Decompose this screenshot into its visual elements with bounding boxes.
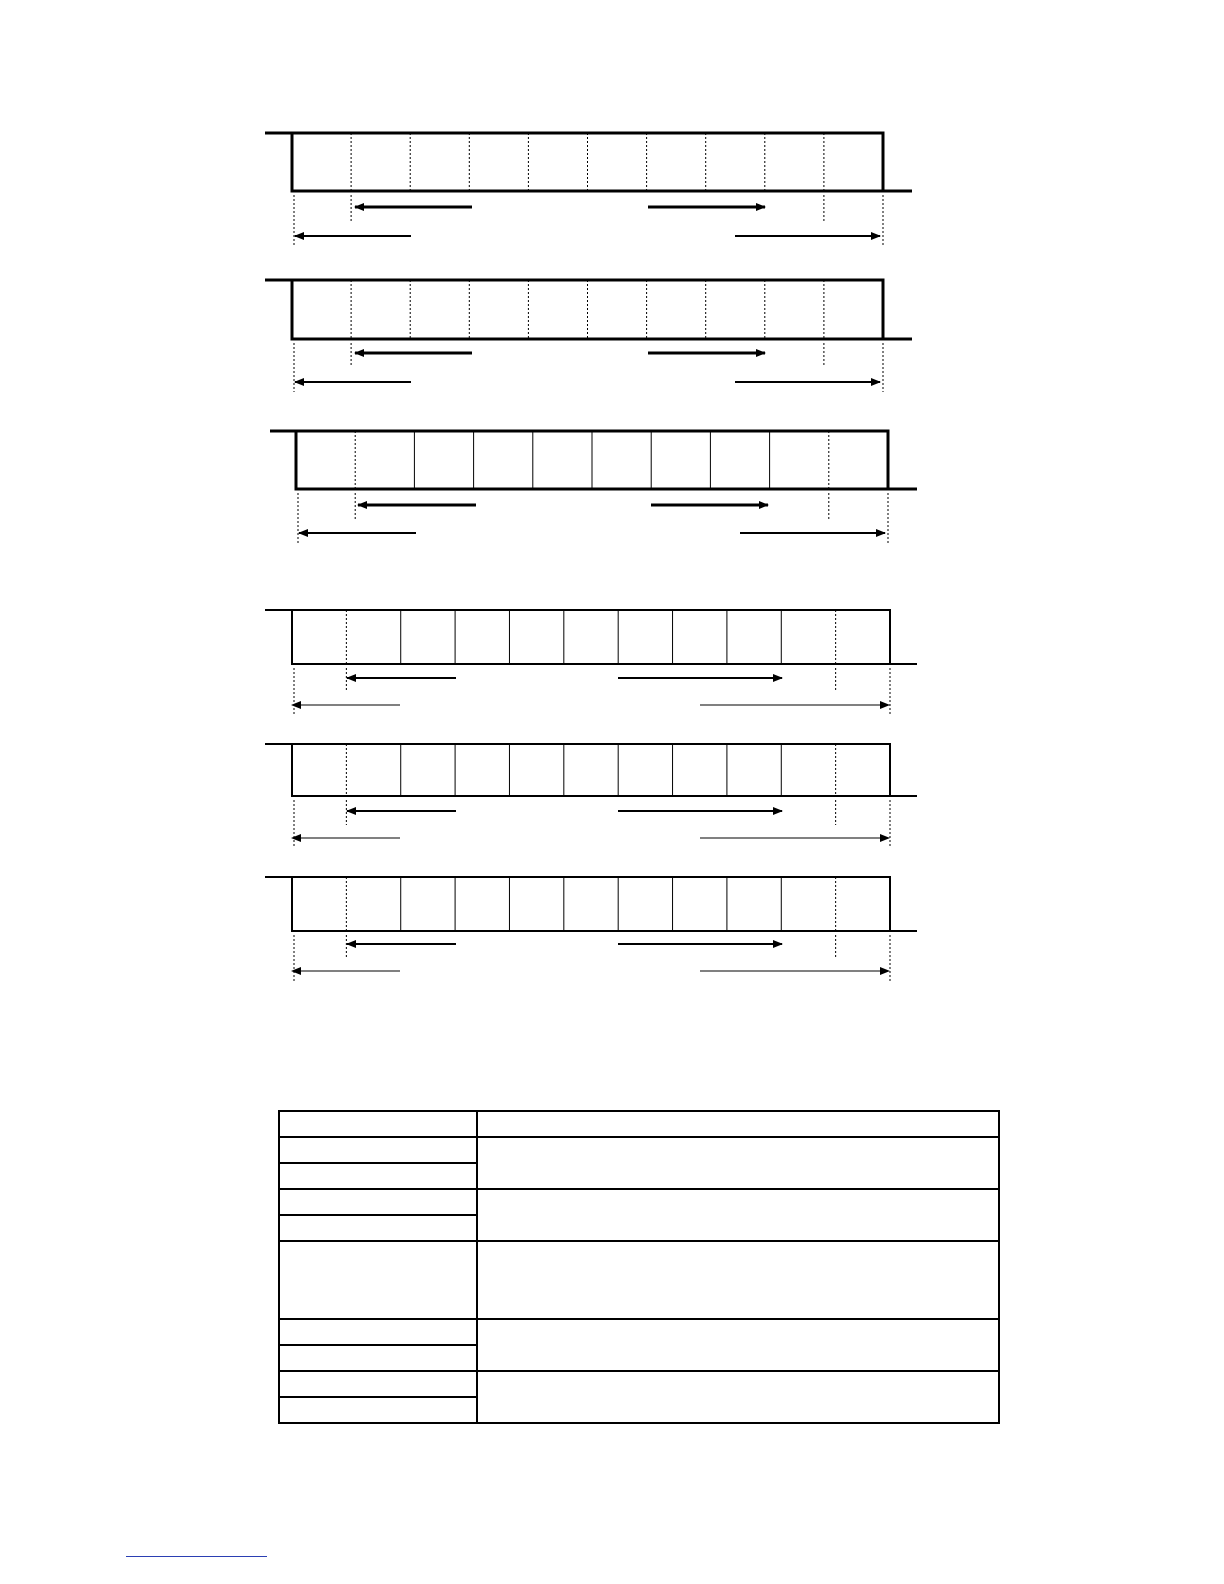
table-cell	[279, 1163, 477, 1189]
frame-diagram-1	[265, 133, 912, 246]
frame-diagram-6	[265, 877, 917, 981]
table-header-row	[279, 1111, 999, 1137]
table-cell	[279, 1137, 477, 1163]
waveform-outline	[265, 280, 912, 339]
table-row	[279, 1371, 999, 1397]
table-row	[279, 1137, 999, 1163]
table-cell	[279, 1319, 477, 1345]
table-cell	[477, 1371, 999, 1423]
waveform-outline	[265, 133, 912, 191]
table-cell	[477, 1241, 999, 1319]
waveform-outline	[265, 610, 917, 664]
table-cell	[477, 1319, 999, 1371]
frame-diagram-4	[265, 610, 917, 715]
table-row	[279, 1241, 999, 1319]
table-cell	[279, 1189, 477, 1215]
frame-diagram-5	[265, 744, 917, 848]
header-cell	[279, 1111, 477, 1137]
waveform-outline	[265, 744, 917, 796]
waveform-outline	[265, 877, 917, 931]
table-cell	[279, 1215, 477, 1241]
table-row	[279, 1189, 999, 1215]
footer-link-rule	[126, 1556, 267, 1557]
frame-diagram-2	[265, 280, 912, 392]
table-cell	[477, 1189, 999, 1241]
table-cell	[279, 1397, 477, 1423]
table-cell	[477, 1137, 999, 1189]
table-cell	[279, 1241, 477, 1319]
header-cell	[477, 1111, 999, 1137]
frame-diagram-3	[270, 431, 917, 543]
table-cell	[279, 1345, 477, 1371]
summary-table	[278, 1110, 1000, 1424]
waveform-outline	[270, 431, 917, 489]
table-cell	[279, 1371, 477, 1397]
table-row	[279, 1319, 999, 1345]
